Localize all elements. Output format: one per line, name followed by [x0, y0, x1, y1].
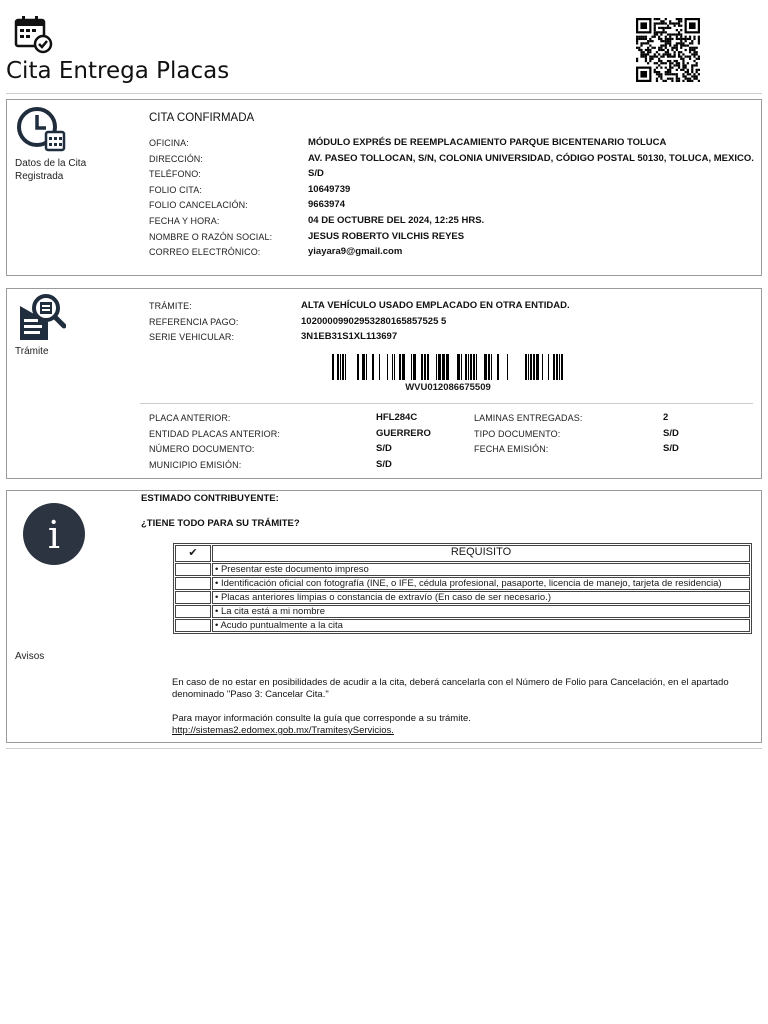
- tramite-row-value: 3N1EB31S1XL113697: [301, 331, 398, 343]
- cita-row-label: FOLIO CANCELACIÓN:: [149, 200, 248, 211]
- table-row: [175, 619, 750, 632]
- table-row: [175, 605, 750, 618]
- tramite-side-label: Trámite: [15, 346, 49, 357]
- cita-row-label: DIRECCIÓN:: [149, 153, 204, 164]
- table-row: [175, 563, 750, 576]
- tramite-right-row-label: TIPO DOCUMENTO:: [474, 428, 561, 439]
- requisito-checkbox[interactable]: [175, 605, 211, 618]
- cita-row-value: MÓDULO EXPRÉS DE REEMPLACAMIENTO PARQUE BICENTENARIO TOLUCA: [308, 137, 667, 148]
- tramites-link[interactable]: http://sistemas2.edomex.gob.mx/TramitesyServicios.: [172, 725, 394, 736]
- tramite-right-row-value: S/D: [663, 427, 679, 439]
- tramite-right-row-label: FECHA EMISIÓN:: [474, 444, 549, 455]
- info-note: Para mayor información consulte la guía que corresponde a su trámite.: [172, 713, 471, 724]
- question: ¿TIENE TODO PARA SU TRÁMITE?: [141, 518, 300, 529]
- avisos-side-label: Avisos: [15, 651, 45, 662]
- barcode-text: WVU012086675509: [405, 382, 491, 393]
- cita-row-value: AV. PASEO TOLLOCAN, S/N, COLONIA UNIVERSIDAD, CÓDIGO POSTAL 50130, TOLUCA, MEXICO.: [308, 152, 754, 164]
- requisito-checkbox[interactable]: [175, 577, 211, 590]
- tramite-left-row-value: GUERRERO: [376, 427, 431, 439]
- cita-row-label: NOMBRE O RAZÓN SOCIAL:: [149, 231, 273, 242]
- requisito-text: • Acudo puntualmente a la cita: [212, 619, 750, 632]
- cita-row-label: TELÉFONO:: [149, 169, 201, 180]
- tramite-row-label: TRÁMITE:: [149, 301, 192, 311]
- document-search-icon: [18, 292, 66, 342]
- table-row: [175, 577, 750, 590]
- cita-row-value: 04 DE OCTUBRE DEL 2024, 12:25 HRS.: [308, 215, 485, 226]
- cancel-note: En caso de no estar en posibilidades de acudir a la cita, deberá cancelarla con el Número de Folio para Cancelación, en el apartado denominado "Paso 3: Cancelar Cita.": [172, 677, 729, 700]
- cita-row-value: S/D: [308, 168, 324, 180]
- page-title: Cita Entrega Placas: [6, 58, 230, 84]
- tramite-left-row-label: PLACA ANTERIOR:: [149, 413, 231, 423]
- tramite-row-value: 10200009902953280165857525 5: [301, 315, 447, 327]
- cita-row-label: OFICINA:: [149, 138, 189, 148]
- barcode: [332, 354, 564, 380]
- requisito-text: • Identificación oficial con fotografía (INE, o IFE, cédula profesional, pasaporte, licencia de manejo, tarjeta de residencia): [212, 577, 750, 590]
- cita-row-value: 10649739: [308, 183, 351, 195]
- requisito-checkbox[interactable]: [175, 563, 211, 576]
- tramite-right-row-value: S/D: [663, 443, 679, 455]
- table-row: [175, 591, 750, 604]
- requisito-checkbox[interactable]: [175, 619, 211, 632]
- check-header: ✔: [175, 545, 211, 562]
- requisito-header: REQUISITO: [212, 545, 750, 562]
- requisito-checkbox[interactable]: [175, 591, 211, 604]
- cita-row-label: FECHA Y HORA:: [149, 216, 220, 226]
- tramite-row-label: SERIE VEHICULAR:: [149, 332, 235, 343]
- requisito-text: • Presentar este documento impreso: [212, 563, 750, 576]
- qr-code: [636, 18, 700, 82]
- tramite-right-row-label: LAMINAS ENTREGADAS:: [474, 413, 583, 423]
- tramite-row-label: REFERENCIA PAGO:: [149, 316, 239, 327]
- tramite-left-row-label: NÚMERO DOCUMENTO:: [149, 444, 255, 455]
- tramite-right-row-value: 2: [663, 412, 669, 423]
- requisito-text: • Placas anteriores limpias o constancia de extravío (En caso de ser necesario.): [212, 591, 750, 604]
- svg-text:i: i: [47, 513, 61, 557]
- cita-heading: CITA CONFIRMADA: [149, 112, 255, 124]
- info-icon: [22, 502, 86, 566]
- tramite-left-row-value: HFL284C: [376, 412, 418, 423]
- tramite-left-row-label: ENTIDAD PLACAS ANTERIOR:: [149, 428, 280, 439]
- tramite-left-row-value: S/D: [376, 458, 392, 470]
- tramite-row-value: ALTA VEHÍCULO USADO EMPLACADO EN OTRA ENTIDAD.: [301, 300, 570, 311]
- cita-row-label: FOLIO CITA:: [149, 184, 202, 195]
- requisitos-table: [173, 543, 752, 634]
- tramite-left-row-label: MUNICIPIO EMISIÓN:: [149, 459, 242, 470]
- cita-row-value: JESUS ROBERTO VILCHIS REYES: [308, 230, 465, 242]
- clock-calendar-icon: [16, 106, 66, 154]
- tramite-left-row-value: S/D: [376, 443, 392, 455]
- calendar-check-icon: [14, 14, 54, 54]
- cita-side-label: Datos de la Cita Registrada: [15, 158, 87, 182]
- cita-row-value: yiayara9@gmail.com: [308, 246, 403, 258]
- cita-row-value: 9663974: [308, 199, 345, 211]
- requisito-text: • La cita está a mi nombre: [212, 605, 750, 618]
- greeting: ESTIMADO CONTRIBUYENTE:: [141, 493, 279, 504]
- cita-row-label: CORREO ELECTRÓNICO:: [149, 247, 261, 258]
